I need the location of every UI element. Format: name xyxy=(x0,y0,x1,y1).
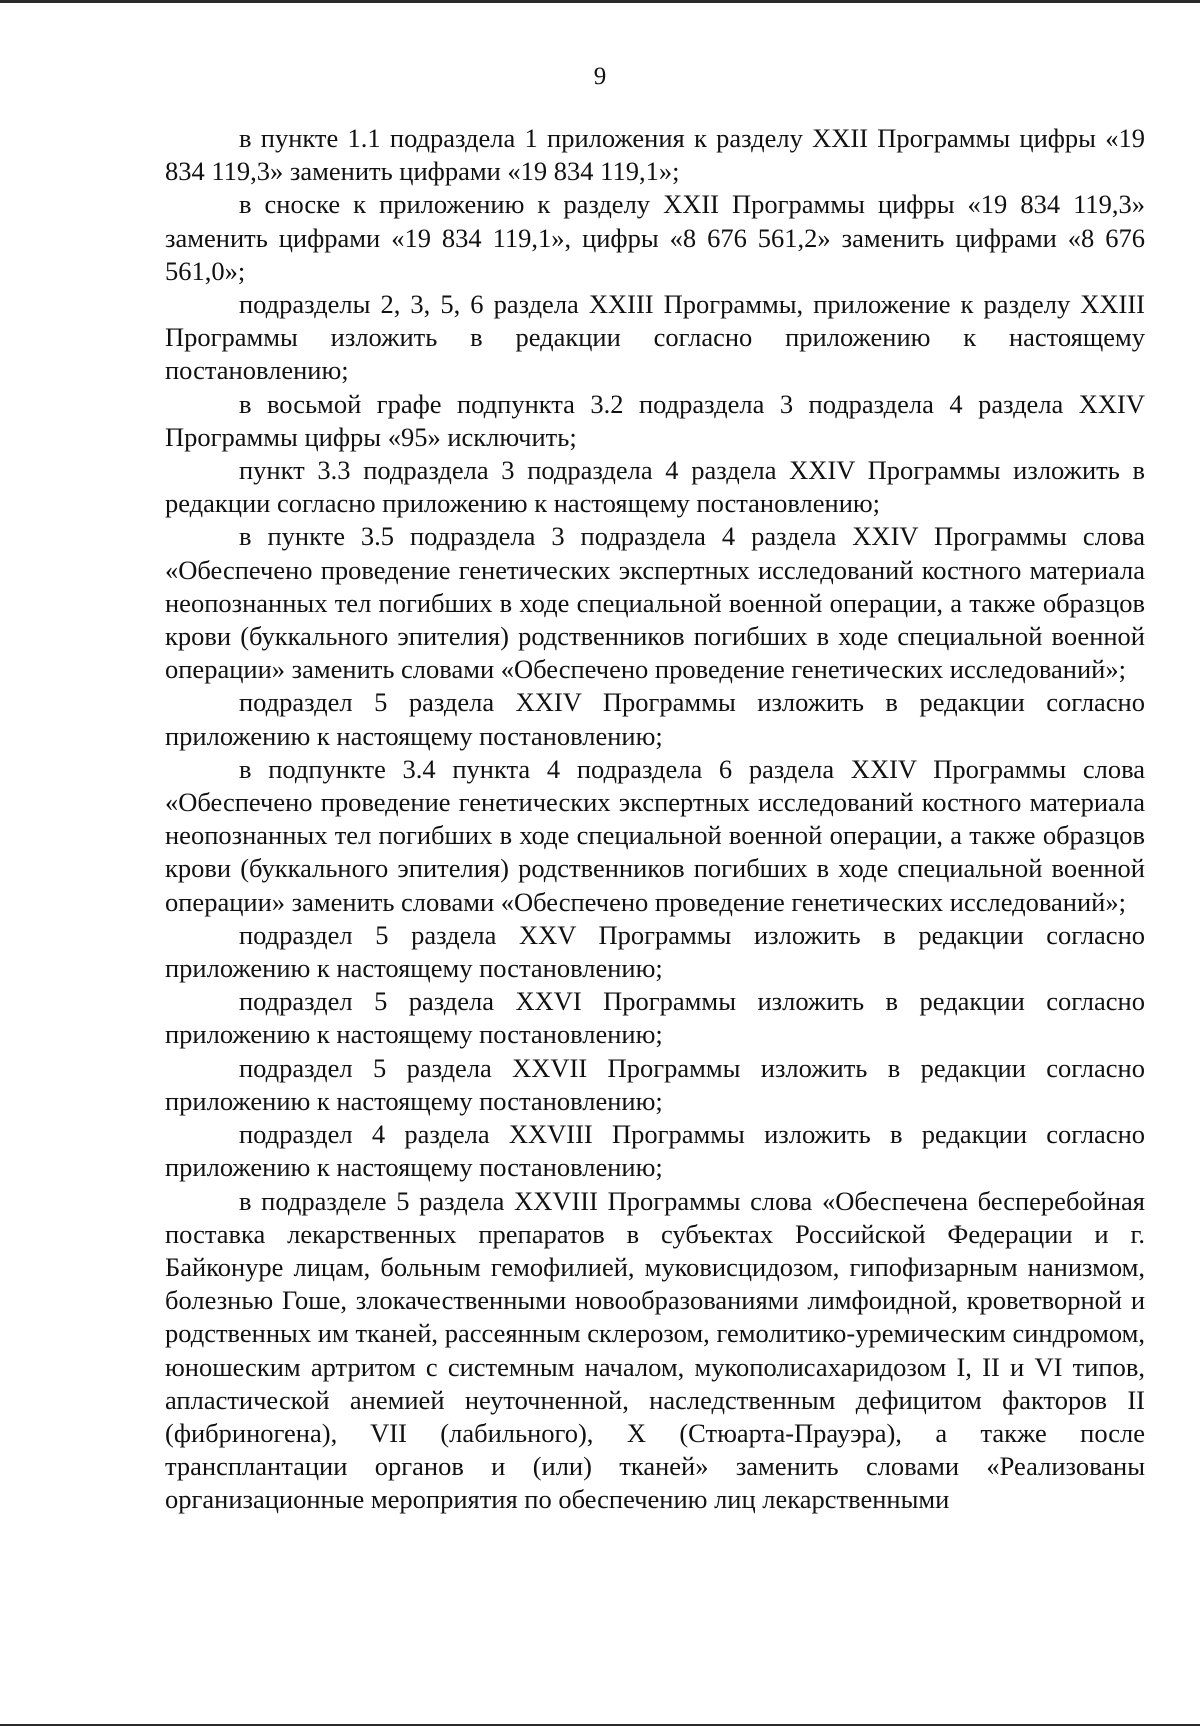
paragraph: в пункте 1.1 подраздела 1 приложения к разделу XXII Программы цифры «19 834 119,3» заменить цифрами «19 834 119,1»; xyxy=(165,123,1145,187)
document-body xyxy=(165,122,1145,1517)
paragraph: подраздел 5 раздела XXIV Программы изложить в редакции согласно приложению к настоящему постановлению; xyxy=(165,687,1145,751)
top-scan-edge xyxy=(0,0,1200,3)
paragraph: подраздел 5 раздела XXVII Программы изложить в редакции согласно приложению к настоящему постановлению; xyxy=(165,1052,1145,1116)
paragraph: подраздел 5 раздела XXVI Программы изложить в редакции согласно приложению к настоящему постановлению; xyxy=(165,986,1145,1050)
paragraph: в сноске к приложению к разделу XXII Программы цифры «19 834 119,3» заменить цифрами «19 834 119,1», цифры «8 676 561,2» заменить цифрами «8 676 561,0»; xyxy=(165,189,1145,286)
bottom-scan-edge xyxy=(0,1724,1200,1726)
paragraph: в восьмой графе подпункта 3.2 подраздела 3 подраздела 4 раздела XXIV Программы цифры «95» исключить; xyxy=(165,388,1145,452)
paragraph: подразделы 2, 3, 5, 6 раздела XXIII Программы, приложение к разделу XXIII Программы изложить в редакции согласно приложению к настоящему постановлению; xyxy=(165,289,1145,386)
paragraph: пункт 3.3 подраздела 3 подраздела 4 раздела XXIV Программы изложить в редакции согласно приложению к настоящему постановлению; xyxy=(165,455,1145,519)
paragraph: в подпункте 3.4 пункта 4 подраздела 6 раздела XXIV Программы слова «Обеспечено проведение генетических экспертных исследований костного материала неопознанных тел погибших в ходе специальной военной операции, а также образцов крови (буккального эпителия) родственников погибших в ходе специальной военной операции» заменить словами «Обеспечено проведение генетических исследований»; xyxy=(165,753,1145,917)
paragraph: в пункте 3.5 подраздела 3 подраздела 4 раздела XXIV Программы слова «Обеспечено проведение генетических экспертных исследований костного материала неопознанных тел погибших в ходе специальной военной операции, а также образцов крови (буккального эпителия) родственников погибших в ходе специальной военной операции» заменить словами «Обеспечено проведение генетических исследований»; xyxy=(165,521,1145,685)
page-number: 9 xyxy=(593,63,607,90)
paragraph: подраздел 4 раздела XXVIII Программы изложить в редакции согласно приложению к настоящему постановлению; xyxy=(165,1119,1145,1183)
paragraph: подраздел 5 раздела XXV Программы изложить в редакции согласно приложению к настоящему постановлению; xyxy=(165,919,1145,984)
paragraph: в подразделе 5 раздела XXVIII Программы слова «Обеспечена бесперебойная поставка лекарственных препаратов в субъектах Российской Федерации и г. Байконуре лицам, больным гемофилией, муковисцидозом, гипофизарным нанизмом, болезнью Гоше, злокачественными новообразованиями лимфоидной, кроветворной и родственных им тканей, рассеянным склерозом, гемолитико-уремическим синдромом, юношеским артритом с системным началом, мукополисахаридозом I, II и VI типов, апластической анемией неуточненной, наследственным дефицитом факторов II (фибриногена), VII (лабильного), X (Стюарта-Прауэра), а также после трансплантации органов и (или) тканей» заменить словами «Реализованы организационные мероприятия по обеспечению лиц лекарственными xyxy=(165,1185,1145,1515)
